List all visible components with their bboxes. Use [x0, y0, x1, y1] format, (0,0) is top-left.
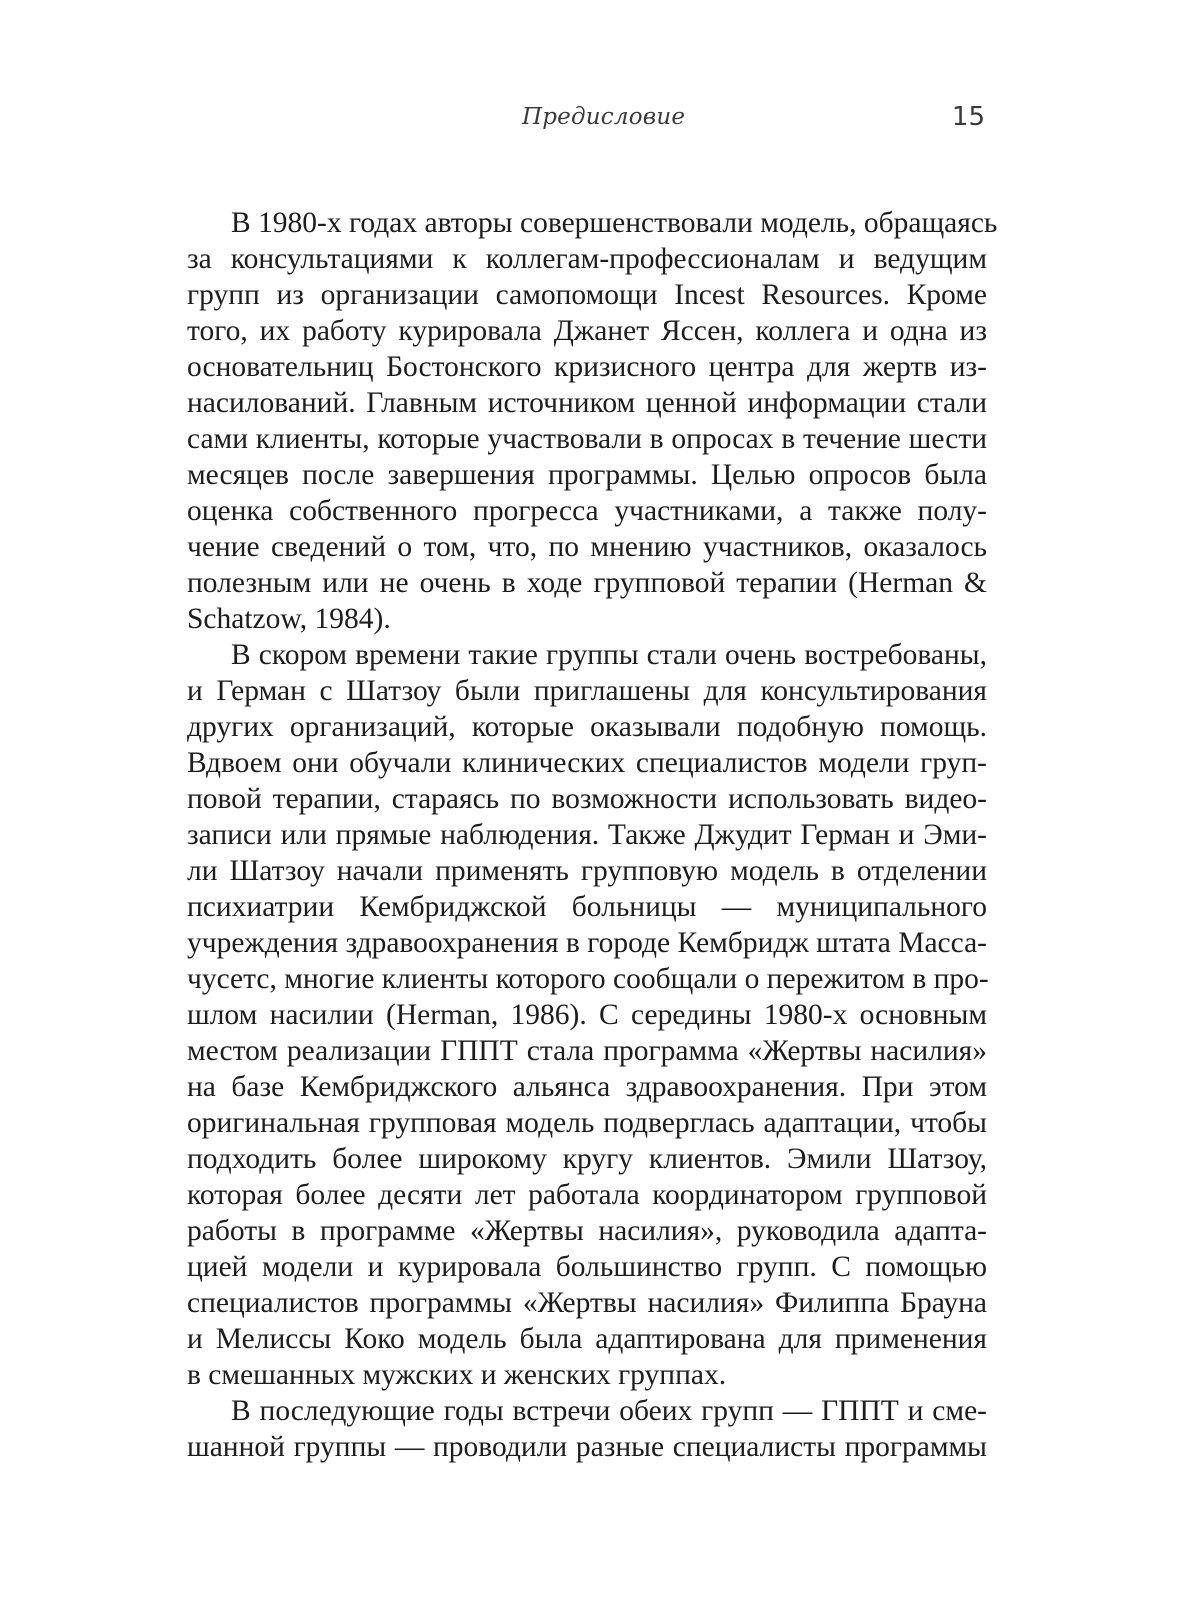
text-line: работы в программе «Жертвы насилия», руководила адапта-	[187, 1215, 987, 1247]
text-line: месяцев после завершения программы. Целью опросов была	[187, 459, 987, 491]
text-line: местом реализации ГППТ стала программа «Жертвы насилия»	[187, 1035, 987, 1067]
text-line: психиатрии Кембриджской больницы — муниципального	[187, 891, 987, 923]
text-line: цией модели и курировала большинство групп. С помощью	[187, 1251, 987, 1283]
text-line: записи или прямые наблюдения. Также Джудит Герман и Эми-	[187, 819, 987, 851]
text-line: подходить более широкому кругу клиентов. Эмили Шатзоу,	[187, 1143, 987, 1175]
text-line: других организаций, которые оказывали подобную помощь.	[187, 711, 987, 743]
text-line: В последующие годы встречи обеих групп — ГППТ и сме-	[231, 1395, 987, 1427]
text-line: и Герман с Шатзоу были приглашены для консультирования	[187, 675, 987, 707]
running-head	[0, 104, 1200, 144]
text-line: в смешанных мужских и женских группах.	[187, 1359, 727, 1391]
text-line: того, их работу курировала Джанет Яссен, коллега и одна из	[187, 315, 987, 347]
text-line: групп из организации самопомощи Incest Resources. Кроме	[187, 279, 987, 311]
text-line: шанной группы — проводили разные специалисты программы	[187, 1431, 987, 1463]
text-line: основательниц Бостонского кризисного центра для жертв из-	[187, 351, 987, 383]
text-line: В скором времени такие группы стали очень востребованы,	[231, 639, 987, 671]
text-line: полезным или не очень в ходе групповой терапии (Herman &	[187, 567, 987, 599]
text-line: на базе Кембриджского альянса здравоохранения. При этом	[187, 1071, 987, 1103]
page-number: 15	[951, 102, 985, 132]
text-line: которая более десяти лет работала координатором групповой	[187, 1179, 987, 1211]
text-line: сами клиенты, которые участвовали в опросах в течение шести	[187, 423, 987, 455]
text-line: В 1980-х годах авторы совершенствовали модель, обращаясь	[231, 207, 998, 239]
text-line: оригинальная групповая модель подверглась адаптации, чтобы	[187, 1107, 987, 1139]
text-line: учреждения здравоохранения в городе Кембридж штата Масса-	[187, 927, 987, 959]
text-line: специалистов программы «Жертвы насилия» Филиппа Брауна	[187, 1287, 987, 1319]
text-line: чусетс, многие клиенты которого сообщали о пережитом в про-	[187, 963, 989, 995]
text-line: Вдвоем они обучали клинических специалистов модели груп-	[187, 747, 987, 779]
body-text	[187, 205, 998, 1465]
text-line: повой терапии, стараясь по возможности использовать видео-	[187, 783, 987, 815]
running-title: Предисловие	[522, 104, 686, 130]
text-line: и Мелиссы Коко модель была адаптирована для применения	[187, 1323, 987, 1355]
text-line: чение сведений о том, что, по мнению участников, оказалось	[187, 531, 987, 563]
text-line: ли Шатзоу начали применять групповую модель в отделении	[187, 855, 987, 887]
text-line: насилований. Главным источником ценной информации стали	[187, 387, 987, 419]
text-line: шлом насилии (Herman, 1986). С середины 1980-х основным	[187, 999, 987, 1031]
text-line: за консультациями к коллегам-профессионалам и ведущим	[187, 243, 987, 275]
text-line: Schatzow, 1984).	[187, 603, 391, 635]
text-line: оценка собственного прогресса участниками, а также полу-	[187, 495, 987, 527]
